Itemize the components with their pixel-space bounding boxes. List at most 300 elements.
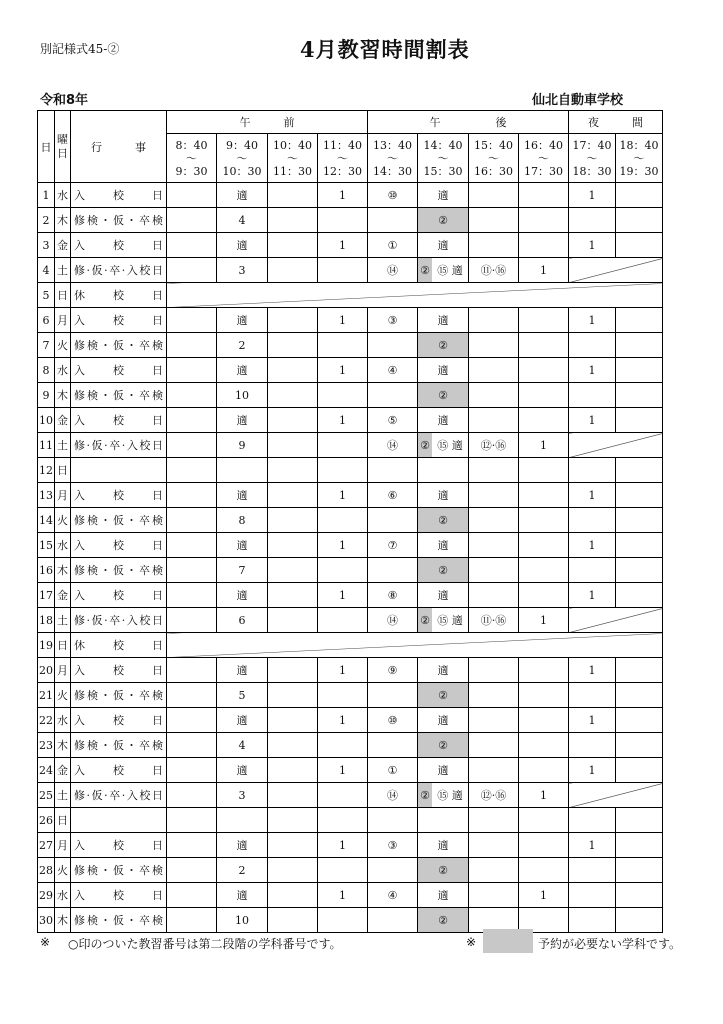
slot-cell: [167, 483, 217, 508]
event-name: 修検・仮・卒検: [71, 333, 167, 358]
slot-cell: ②: [418, 683, 469, 708]
slot-cell: 1: [569, 408, 616, 433]
note-mark-1: ※: [40, 935, 51, 949]
gray-subcell: ②: [418, 608, 432, 632]
slot-header-9: 17：40 〜 18：30: [569, 134, 616, 183]
slot-cell: [167, 858, 217, 883]
day-number: 15: [38, 533, 55, 558]
day-number: 17: [38, 583, 55, 608]
weekday: 木: [55, 208, 71, 233]
slot-cell: [469, 233, 519, 258]
slot-cell: [469, 833, 519, 858]
slot-cell: 8: [217, 508, 268, 533]
slot-cell: 1: [519, 783, 569, 808]
slot-cell: 1: [318, 833, 368, 858]
slot-cell: [616, 508, 663, 533]
table-row: [38, 683, 663, 708]
slot-cell: [469, 408, 519, 433]
weekday: 火: [55, 683, 71, 708]
slot-cell: [268, 583, 318, 608]
slot-cell: [469, 883, 519, 908]
slot-header-4: 11：40 〜 12：30: [318, 134, 368, 183]
weekday: 月: [55, 308, 71, 333]
weekday: 水: [55, 533, 71, 558]
slot-cell: [318, 333, 368, 358]
slot-cell: ⑭: [368, 433, 418, 458]
slot-cell: 適: [418, 833, 469, 858]
day-number: 12: [38, 458, 55, 483]
slot-cell: [616, 683, 663, 708]
slot-cell: [368, 508, 418, 533]
slot-cell: ⑪·⑯: [469, 608, 519, 633]
event-name: 修·仮·卒·入校日: [71, 433, 167, 458]
weekday: 木: [55, 558, 71, 583]
table-row: [38, 433, 663, 458]
event-name: 入 校 日: [71, 308, 167, 333]
slot-cell: 5: [217, 683, 268, 708]
slot-cell: [368, 458, 418, 483]
slot-cell: ①: [368, 233, 418, 258]
slot-cell: ①: [368, 758, 418, 783]
slot-cell: [469, 658, 519, 683]
note-text-1: ○印のついた教習番号は第二段階の学科番号です。: [68, 937, 342, 951]
gray-subcell: ②: [418, 783, 432, 807]
slot-cell: [519, 408, 569, 433]
day-header: 日: [38, 111, 55, 183]
slot-cell: 1: [519, 433, 569, 458]
slot-cell: ⑫·⑯: [469, 783, 519, 808]
table-row: [38, 183, 663, 208]
event-name: 入 校 日: [71, 708, 167, 733]
slot-cell: 6: [217, 608, 268, 633]
weekday: 月: [55, 833, 71, 858]
day-number: 11: [38, 433, 55, 458]
slot-cell: [569, 458, 616, 483]
slot-cell: [268, 883, 318, 908]
weekday: 日: [55, 808, 71, 833]
slot-cell: [167, 433, 217, 458]
slot-cell: [519, 683, 569, 708]
slot-cell: [519, 758, 569, 783]
weekday: 金: [55, 583, 71, 608]
slot-cell: ③: [368, 308, 418, 333]
slot-cell: [268, 258, 318, 283]
slot-cell: ⑭: [368, 258, 418, 283]
slot-cell: [519, 533, 569, 558]
slot-cell: [268, 483, 318, 508]
slot-cell: [569, 383, 616, 408]
slot-cell: 適: [418, 483, 469, 508]
slot-cell: 3: [217, 258, 268, 283]
event-name: 修·仮·卒·入校日: [71, 258, 167, 283]
slot-cell: 1: [318, 483, 368, 508]
slot-cell: [167, 308, 217, 333]
slot-cell: [217, 458, 268, 483]
slot-cell: [616, 883, 663, 908]
slot-cell: [368, 858, 418, 883]
slot-cell: [616, 458, 663, 483]
slot-cell: [569, 508, 616, 533]
slot-cell: ⑫·⑯: [469, 433, 519, 458]
slot-cell: [569, 733, 616, 758]
slot-cell: [616, 558, 663, 583]
slot-cell: [418, 808, 469, 833]
slot-cell: [268, 658, 318, 683]
slot-cell: [167, 683, 217, 708]
slot-cell: 適: [217, 408, 268, 433]
event-name: 入 校 日: [71, 533, 167, 558]
slot-cell: 適: [217, 308, 268, 333]
weekday-header: 曜日: [55, 111, 71, 183]
slot-cell: 1: [318, 308, 368, 333]
slot-cell: ②: [418, 908, 469, 933]
day-number: 28: [38, 858, 55, 883]
table-row: [38, 833, 663, 858]
slot-cell: [616, 708, 663, 733]
slot-cell: 適: [418, 883, 469, 908]
weekday: 木: [55, 733, 71, 758]
pm-header: 午 後: [368, 111, 569, 134]
table-row: [38, 733, 663, 758]
slot-cell: ⑦: [368, 533, 418, 558]
slot-cell: [167, 258, 217, 283]
slot-cell: 1: [569, 483, 616, 508]
table-row: [38, 408, 663, 433]
slot-cell: ②: [418, 208, 469, 233]
page-title: 4月教習時間割表: [300, 37, 470, 62]
event-name: 修検・仮・卒検: [71, 208, 167, 233]
slot-cell: 適: [217, 708, 268, 733]
slot-cell: [519, 583, 569, 608]
slot-cell: [167, 408, 217, 433]
slot-cell: [167, 808, 217, 833]
slot-cell: [469, 458, 519, 483]
event-name: 修·仮·卒·入校日: [71, 783, 167, 808]
slot-cell: [616, 308, 663, 333]
slot-cell: 1: [519, 258, 569, 283]
weekday: 土: [55, 433, 71, 458]
slot-cell: [268, 408, 318, 433]
slot-cell: 適: [217, 483, 268, 508]
slot-cell: [469, 858, 519, 883]
slot-cell: [268, 708, 318, 733]
slot-cell: [368, 683, 418, 708]
school-name: 仙北自動車学校: [532, 93, 624, 108]
day-number: 9: [38, 383, 55, 408]
slot-cell: [167, 508, 217, 533]
day-number: 6: [38, 308, 55, 333]
slot-cell: [616, 808, 663, 833]
slot-cell: [318, 808, 368, 833]
slot-cell: [616, 183, 663, 208]
slot-cell: [569, 883, 616, 908]
slot-cell: [469, 483, 519, 508]
slot-header-2: 9：40 〜 10：30: [217, 134, 268, 183]
night-closed-slash: [569, 433, 663, 458]
slot-cell: [167, 533, 217, 558]
slot-cell: [167, 183, 217, 208]
weekday: 水: [55, 183, 71, 208]
slot-cell: ⑪·⑯: [469, 258, 519, 283]
slot-cell: [569, 683, 616, 708]
event-name: 休 校 日: [71, 283, 167, 308]
slot-cell: [519, 208, 569, 233]
slot-cell: [519, 833, 569, 858]
event-name: [71, 458, 167, 483]
slot-cell: [616, 658, 663, 683]
event-name: 修検・仮・卒検: [71, 508, 167, 533]
day-number: 5: [38, 283, 55, 308]
slot-cell: [368, 733, 418, 758]
slot-cell: 適: [217, 658, 268, 683]
table-row: [38, 208, 663, 233]
slot-cell: [268, 558, 318, 583]
era-year: 令和8年: [40, 93, 89, 108]
event-name: 入 校 日: [71, 183, 167, 208]
timetable: [37, 110, 663, 933]
slot-cell: [268, 183, 318, 208]
gray-legend-swatch: [483, 929, 533, 953]
table-row: [38, 483, 663, 508]
slot-cell: ⑧: [368, 583, 418, 608]
slot-cell: ② ⑮ 適: [418, 608, 469, 633]
slot-cell: 適: [418, 658, 469, 683]
slot-cell: [318, 258, 368, 283]
weekday: 土: [55, 258, 71, 283]
slot-cell: [167, 208, 217, 233]
slot-cell: [268, 358, 318, 383]
night-closed-slash: [569, 608, 663, 633]
slot-cell: ⑨: [368, 658, 418, 683]
event-name: 入 校 日: [71, 233, 167, 258]
holiday-strike: [167, 283, 663, 308]
slot-cell: [167, 733, 217, 758]
slot-cell: [167, 233, 217, 258]
weekday: 木: [55, 383, 71, 408]
weekday: 水: [55, 358, 71, 383]
night-closed-slash: [569, 783, 663, 808]
slot-cell: [318, 733, 368, 758]
slot-cell: [569, 808, 616, 833]
slot-cell: [268, 733, 318, 758]
day-number: 7: [38, 333, 55, 358]
slot-cell: [519, 858, 569, 883]
table-row: [38, 583, 663, 608]
slot-cell: [268, 608, 318, 633]
weekday: 水: [55, 708, 71, 733]
slot-cell: 1: [569, 308, 616, 333]
weekday: 火: [55, 508, 71, 533]
slot-cell: [616, 733, 663, 758]
slot-cell: ③: [368, 833, 418, 858]
slot-cell: [268, 233, 318, 258]
slot-cell: [469, 358, 519, 383]
slot-cell: [268, 208, 318, 233]
weekday: 日: [55, 458, 71, 483]
slot-cell: [519, 308, 569, 333]
slot-cell: [217, 808, 268, 833]
slot-cell: [519, 658, 569, 683]
weekday: 火: [55, 333, 71, 358]
slot-cell: 1: [318, 358, 368, 383]
day-number: 25: [38, 783, 55, 808]
slot-cell: [167, 658, 217, 683]
day-number: 22: [38, 708, 55, 733]
event-name: 休 校 日: [71, 633, 167, 658]
slot-cell: ⑩: [368, 183, 418, 208]
day-number: 30: [38, 908, 55, 933]
slot-cell: ④: [368, 358, 418, 383]
slot-cell: [469, 333, 519, 358]
slot-cell: 適: [217, 833, 268, 858]
slot-cell: 1: [318, 658, 368, 683]
slot-cell: 1: [569, 583, 616, 608]
table-row: [38, 608, 663, 633]
slot-cell: [519, 508, 569, 533]
event-name: [71, 808, 167, 833]
slot-cell: [519, 458, 569, 483]
slot-header-10: 18：40 〜 19：30: [616, 134, 663, 183]
event-name: 修検・仮・卒検: [71, 733, 167, 758]
weekday: 水: [55, 883, 71, 908]
slot-cell: ⑩: [368, 708, 418, 733]
table-row: [38, 858, 663, 883]
slot-cell: 2: [217, 333, 268, 358]
slot-cell: [167, 558, 217, 583]
slot-cell: 1: [569, 233, 616, 258]
slot-cell: [167, 833, 217, 858]
slot-cell: [569, 858, 616, 883]
slot-cell: [268, 858, 318, 883]
slot-cell: 適: [217, 233, 268, 258]
table-row: [38, 383, 663, 408]
slot-cell: [318, 783, 368, 808]
slot-cell: [318, 608, 368, 633]
slot-cell: [519, 808, 569, 833]
slot-cell: ②: [418, 383, 469, 408]
slot-cell: 適: [217, 533, 268, 558]
slot-cell: [469, 558, 519, 583]
note-mark-2: ※: [466, 935, 477, 949]
slot-cell: [616, 833, 663, 858]
slot-cell: 1: [519, 883, 569, 908]
event-name: 入 校 日: [71, 883, 167, 908]
slot-cell: [318, 433, 368, 458]
slot-cell: ⑭: [368, 608, 418, 633]
weekday: 木: [55, 908, 71, 933]
event-name: 入 校 日: [71, 658, 167, 683]
table-row: [38, 908, 663, 933]
slot-cell: [167, 758, 217, 783]
table-row: [38, 758, 663, 783]
day-number: 19: [38, 633, 55, 658]
slot-cell: [318, 208, 368, 233]
slot-cell: 1: [318, 233, 368, 258]
table-row: [38, 783, 663, 808]
slot-cell: [268, 458, 318, 483]
slot-cell: [519, 333, 569, 358]
slot-header-6: 14：40 〜 15：30: [418, 134, 469, 183]
slot-cell: [268, 383, 318, 408]
slot-cell: [519, 483, 569, 508]
slot-cell: 1: [318, 883, 368, 908]
slot-cell: [318, 858, 368, 883]
slot-cell: 7: [217, 558, 268, 583]
holiday-strike: [167, 633, 663, 658]
slot-cell: [469, 733, 519, 758]
slot-cell: 適: [217, 358, 268, 383]
slot-cell: 1: [318, 183, 368, 208]
weekday: 月: [55, 658, 71, 683]
slot-cell: [167, 608, 217, 633]
slot-cell: [318, 508, 368, 533]
slot-header-5: 13：40 〜 14：30: [368, 134, 418, 183]
day-number: 1: [38, 183, 55, 208]
slot-cell: [268, 433, 318, 458]
slot-cell: [519, 183, 569, 208]
slot-cell: [616, 758, 663, 783]
slot-cell: ② ⑮ 適: [418, 258, 469, 283]
event-header: 行 事: [71, 111, 167, 183]
slot-cell: ⑤: [368, 408, 418, 433]
slot-cell: [368, 383, 418, 408]
slot-cell: 適: [418, 758, 469, 783]
day-number: 2: [38, 208, 55, 233]
slot-cell: [616, 908, 663, 933]
slot-cell: [469, 308, 519, 333]
slot-cell: 1: [569, 533, 616, 558]
weekday: 土: [55, 783, 71, 808]
day-number: 26: [38, 808, 55, 833]
slot-cell: [167, 783, 217, 808]
slot-cell: [469, 583, 519, 608]
day-number: 13: [38, 483, 55, 508]
slot-cell: [167, 908, 217, 933]
slot-cell: [167, 383, 217, 408]
table-row: [38, 533, 663, 558]
slot-cell: ②: [418, 733, 469, 758]
slot-header-8: 16：40 〜 17：30: [519, 134, 569, 183]
table-row: [38, 333, 663, 358]
weekday: 土: [55, 608, 71, 633]
slot-cell: [469, 183, 519, 208]
slot-cell: 1: [318, 583, 368, 608]
slot-cell: [616, 483, 663, 508]
slot-cell: [469, 508, 519, 533]
slot-cell: [167, 883, 217, 908]
slot-cell: [569, 908, 616, 933]
slot-cell: [469, 383, 519, 408]
slot-cell: 適: [418, 583, 469, 608]
event-name: 入 校 日: [71, 758, 167, 783]
slot-cell: [268, 808, 318, 833]
slot-cell: [167, 358, 217, 383]
slot-cell: [519, 558, 569, 583]
weekday: 金: [55, 408, 71, 433]
note-text-2: 予約が必要ない学科です。: [538, 937, 682, 951]
slot-cell: 1: [318, 758, 368, 783]
slot-cell: [268, 833, 318, 858]
table-row: [38, 283, 663, 308]
slot-cell: [318, 683, 368, 708]
slot-cell: [519, 358, 569, 383]
slot-cell: 1: [519, 608, 569, 633]
slot-header-1: 8：40 〜 9：30: [167, 134, 217, 183]
slot-cell: [519, 733, 569, 758]
slot-cell: [167, 583, 217, 608]
night-header: 夜 間: [569, 111, 663, 134]
slot-cell: 適: [418, 183, 469, 208]
